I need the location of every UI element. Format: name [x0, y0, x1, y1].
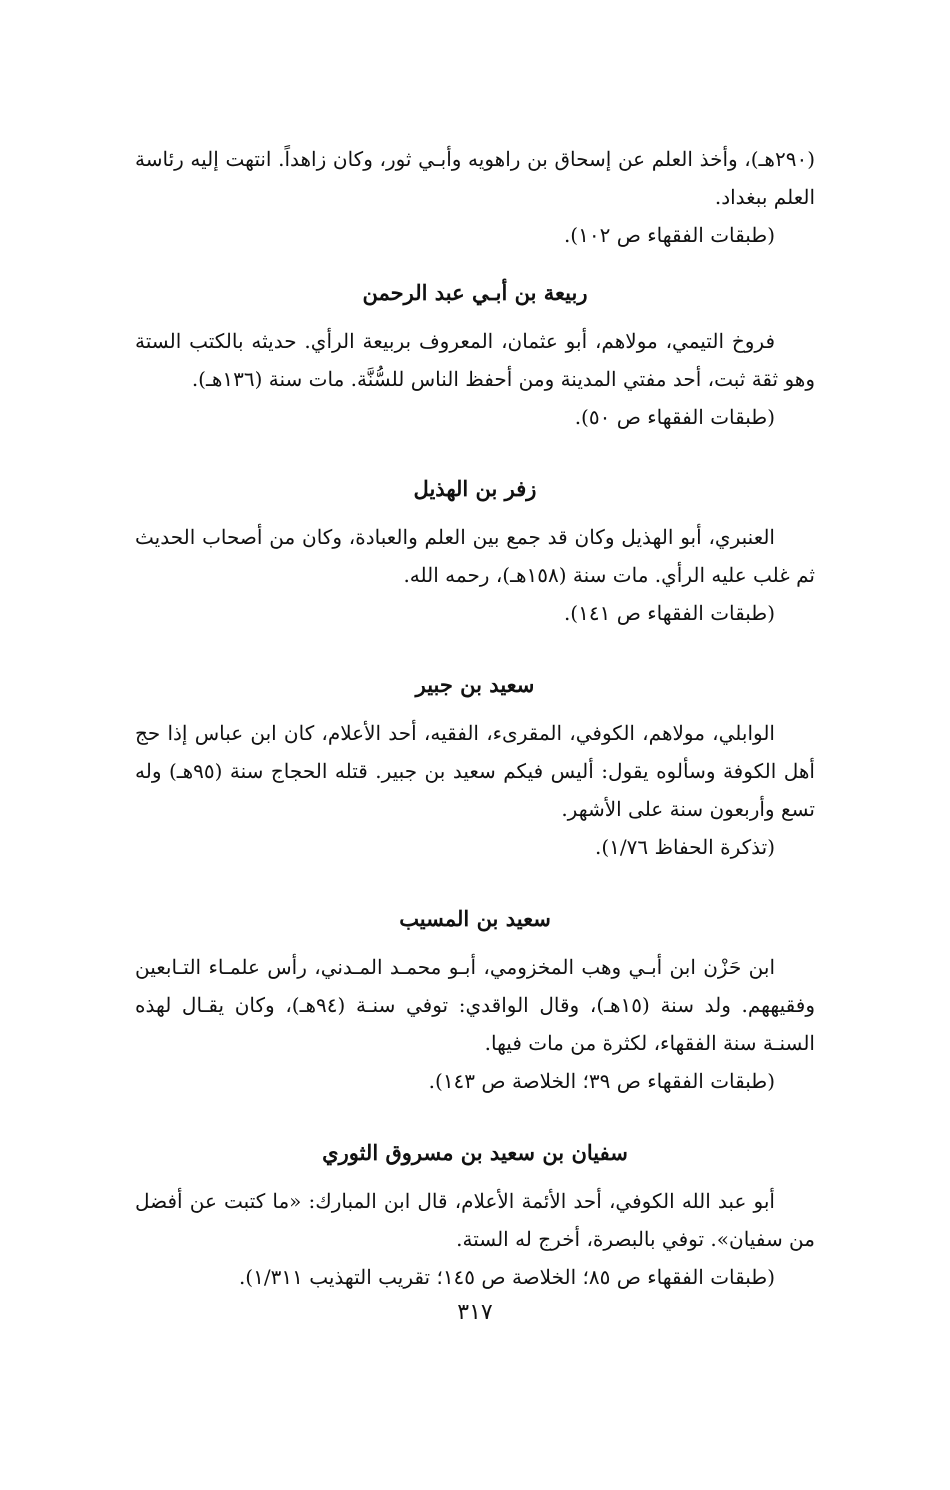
- intro-citation: (طبقات الفقهاء ص ١٠٢).: [563, 223, 775, 247]
- entry-heading: سعيد بن المسيب: [399, 906, 551, 931]
- entry-text: ابن حَزْن ابن أبـي وهب المخزومي، أبـو محمـد المـدني، رأس علمـاء التـابعين وفقيههم. ولد سنة (١٥هـ)، وقال الواقدي: توفي سنـة (٩٤هـ)، وكان يقـال لهذه السنـة سنة الفقهاء، لكثرة من مات فيها.: [135, 955, 815, 1055]
- entry-heading: سفيان بن سعيد بن مسروق الثوري: [322, 1140, 628, 1165]
- intro-text: (٢٩٠هـ)، وأخذ العلم عن إسحاق بن راهويه وأبـي ثور، وكان زاهداً. انتهت إليه رئاسة العلم ببغداد.: [135, 147, 815, 209]
- entry-text: فروخ التيمي، مولاهم، أبو عثمان، المعروف بربيعة الرأي. حديثه بالكتب الستة وهو ثقة ثبت، أحد مفتي المدينة ومن أحفظ الناس للسُّنَّة. مات سنة (١٣٦هـ).: [135, 329, 815, 391]
- entry-sufyan-thawri: [135, 1136, 815, 1296]
- entry-text: العنبري، أبو الهذيل وكان قد جمع بين العلم والعبادة، وكان من أصحاب الحديث ثم غلب عليه الرأي. مات سنة (١٥٨هـ)، رحمه الله.: [135, 525, 815, 587]
- entry-text: أبو عبد الله الكوفي، أحد الأئمة الأعلام، قال ابن المبارك: «ما كتبت عن أفضل من سفيان». توفي بالبصرة، أخرج له الستة.: [135, 1189, 815, 1251]
- intro-block: [135, 140, 815, 254]
- entry-text: الوابلي، مولاهم، الكوفي، المقرىء، الفقيه، أحد الأعلام، كان ابن عباس إذا حج أهل الكوفة وسألوه يقول: أليس فيكم سعيد بن جبير. قتله الحجاج سنة (٩٥هـ) وله تسع وأربعون سنة على الأشهر.: [135, 721, 815, 821]
- entry-heading: زفر بن الهذيل: [413, 476, 537, 501]
- entry-citation: (طبقات الفقهاء ص ٥٠).: [574, 405, 775, 429]
- entry-rabia: [135, 276, 815, 436]
- page-number: ٣١٧: [457, 1300, 493, 1325]
- entry-citation: (طبقات الفقهاء ص ١٤١).: [563, 601, 775, 625]
- entry-citation: (طبقات الفقهاء ص ٨٥؛ الخلاصة ص ١٤٥؛ تقريب التهذيب ١/٣١١).: [238, 1265, 775, 1289]
- entry-said-jubayr: [135, 668, 815, 866]
- entry-said-musayyib: [135, 902, 815, 1100]
- entry-zufar: [135, 472, 815, 632]
- entry-heading: ربيعة بن أبـي عبد الرحمن: [362, 280, 588, 305]
- entry-heading: سعيد بن جبير: [415, 672, 535, 697]
- entry-citation: (تذكرة الحفاظ ١/٧٦).: [594, 835, 775, 859]
- entry-citation: (طبقات الفقهاء ص ٣٩؛ الخلاصة ص ١٤٣).: [428, 1069, 775, 1093]
